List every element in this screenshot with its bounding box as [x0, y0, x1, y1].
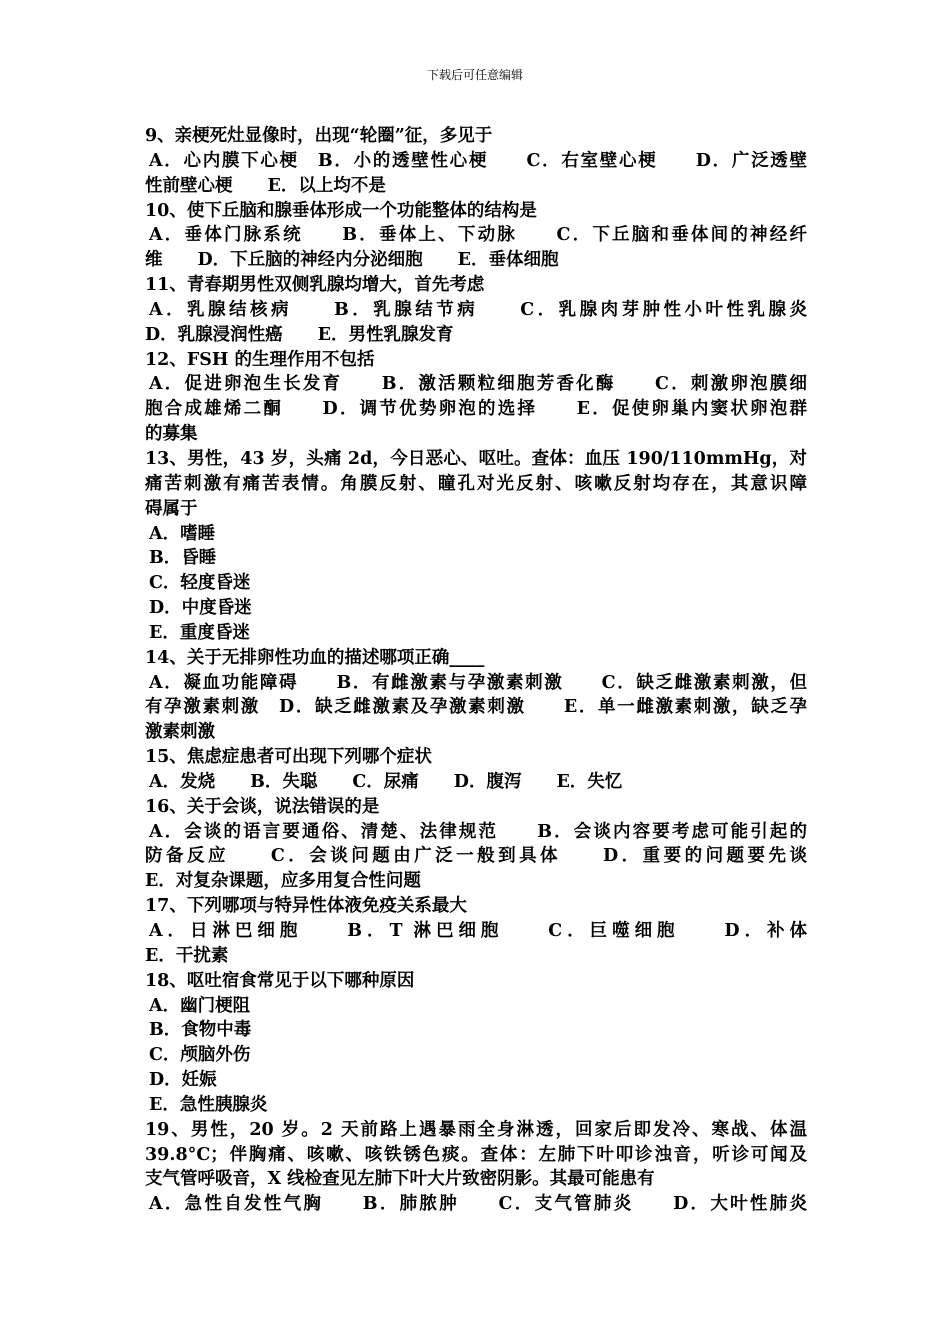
text-line: A．发烧 B．失聪 C．尿痛 D．腹泻 E．失忆: [149, 771, 623, 792]
document-body: [145, 124, 807, 1217]
text-line: 15、焦虑症患者可出现下列哪个症状: [145, 747, 432, 768]
text-line: 的募集: [145, 424, 198, 445]
text-line: A．幽门梗阻: [149, 995, 251, 1016]
text-line: A．嗜睡: [149, 523, 216, 544]
text-line: A．垂体门脉系统 B．垂体上、下动脉 C．下丘脑和垂体间的神经纤: [149, 225, 807, 246]
text-line: 碍属于: [145, 498, 198, 519]
text-line: 支气管呼吸音，X 线检查见左肺下叶大片致密阴影。其最可能患有: [145, 1169, 655, 1190]
text-line: 13、男性，43 岁，头痛 2d，今日恶心、呕吐。查体：血压 190/110mmHg，对: [145, 448, 807, 469]
text-line: C．颅脑外伤: [149, 1045, 251, 1066]
text-line: 12、FSH 的生理作用不包括: [145, 349, 375, 370]
text-line: 11、青春期男性双侧乳腺均增大，首先考虑: [145, 275, 485, 296]
text-line: E．重度昏迷: [149, 622, 250, 643]
text-line: 维 D．下丘脑的神经内分泌细胞 E．垂体细胞: [145, 250, 559, 271]
text-line: 痛苦刺激有痛苦表情。角膜反射、瞳孔对光反射、咳嗽反射均存在，其意识障: [145, 473, 807, 494]
text-line: B．昏睡: [149, 548, 217, 569]
text-line: 18、呕吐宿食常见于以下哪种原因: [145, 970, 415, 991]
text-line: C．轻度昏迷: [149, 573, 251, 594]
text-line: B．食物中毒: [149, 1020, 252, 1041]
text-line: D．妊娠: [149, 1070, 217, 1091]
text-line: D．乳腺浸润性癌 E．男性乳腺发育: [145, 324, 454, 345]
text-line: D．中度昏迷: [149, 598, 252, 619]
text-line: 防备反应 C．会谈问题由广泛一般到具体 D．重要的问题要先谈: [145, 846, 807, 867]
text-line: A．乳腺结核病 B．乳腺结节病 C．乳腺肉芽肿性小叶性乳腺炎: [149, 299, 807, 320]
text-line: A．心内膜下心梗 B．小的透壁性心梗 C．右室壁心梗 D．广泛透壁: [149, 150, 807, 171]
page-header: 下载后可任意编辑: [426, 68, 523, 82]
text-line: A．急性自发性气胸 B．肺脓肿 C．支气管肺炎 D．大叶性肺炎: [149, 1194, 807, 1215]
text-line: 激素刺激: [145, 722, 215, 743]
text-line: 17、下列哪项与特异性体液免疫关系最大: [145, 896, 467, 917]
text-line: E．急性胰腺炎: [149, 1094, 268, 1115]
text-line: E．干扰素: [145, 945, 229, 966]
text-line: E．对复杂课题，应多用复合性问题: [145, 871, 421, 892]
text-line: 有孕激素刺激 D．缺乏雌激素及孕激素刺激 E．单一雌激素刺激，缺乏孕: [145, 697, 807, 718]
text-line: 9、亲梗死灶显像时，出现“轮圈”征，多见于: [145, 126, 493, 146]
text-line: 胞合成雄烯二酮 D．调节优势卵泡的选择 E．促使卵巢内窦状卵泡群: [145, 399, 807, 420]
text-line: 性前壁心梗 E．以上均不是: [145, 175, 386, 196]
text-line: A．凝血功能障碍 B．有雌激素与孕激素刺激 C．缺乏雌激素刺激，但: [149, 672, 807, 693]
text-line: A．促进卵泡生长发育 B．激活颗粒细胞芳香化酶 C．刺激卵泡膜细: [149, 374, 807, 395]
text-line: A．日淋巴细胞 B．T 淋巴细胞 C．巨噬细胞 D．补体: [149, 921, 807, 941]
text-line: 10、使下丘脑和腺垂体形成一个功能整体的结构是: [145, 200, 537, 221]
text-line: A．会谈的语言要通俗、清楚、法律规范 B．会谈内容要考虑可能引起的: [149, 821, 807, 842]
text-line: 14、关于无排卵性功血的描述哪项正确____: [145, 647, 485, 668]
text-line: 19、男性，20 岁。2 天前路上遇暴雨全身淋透，回家后即发冷、寒战、体温: [145, 1119, 807, 1140]
text-line: 16、关于会谈，说法错误的是: [145, 796, 380, 817]
text-line: 39.8°C；伴胸痛、咳嗽、咳铁锈色痰。查体：左肺下叶叩诊浊音，听诊可闻及: [145, 1144, 807, 1165]
